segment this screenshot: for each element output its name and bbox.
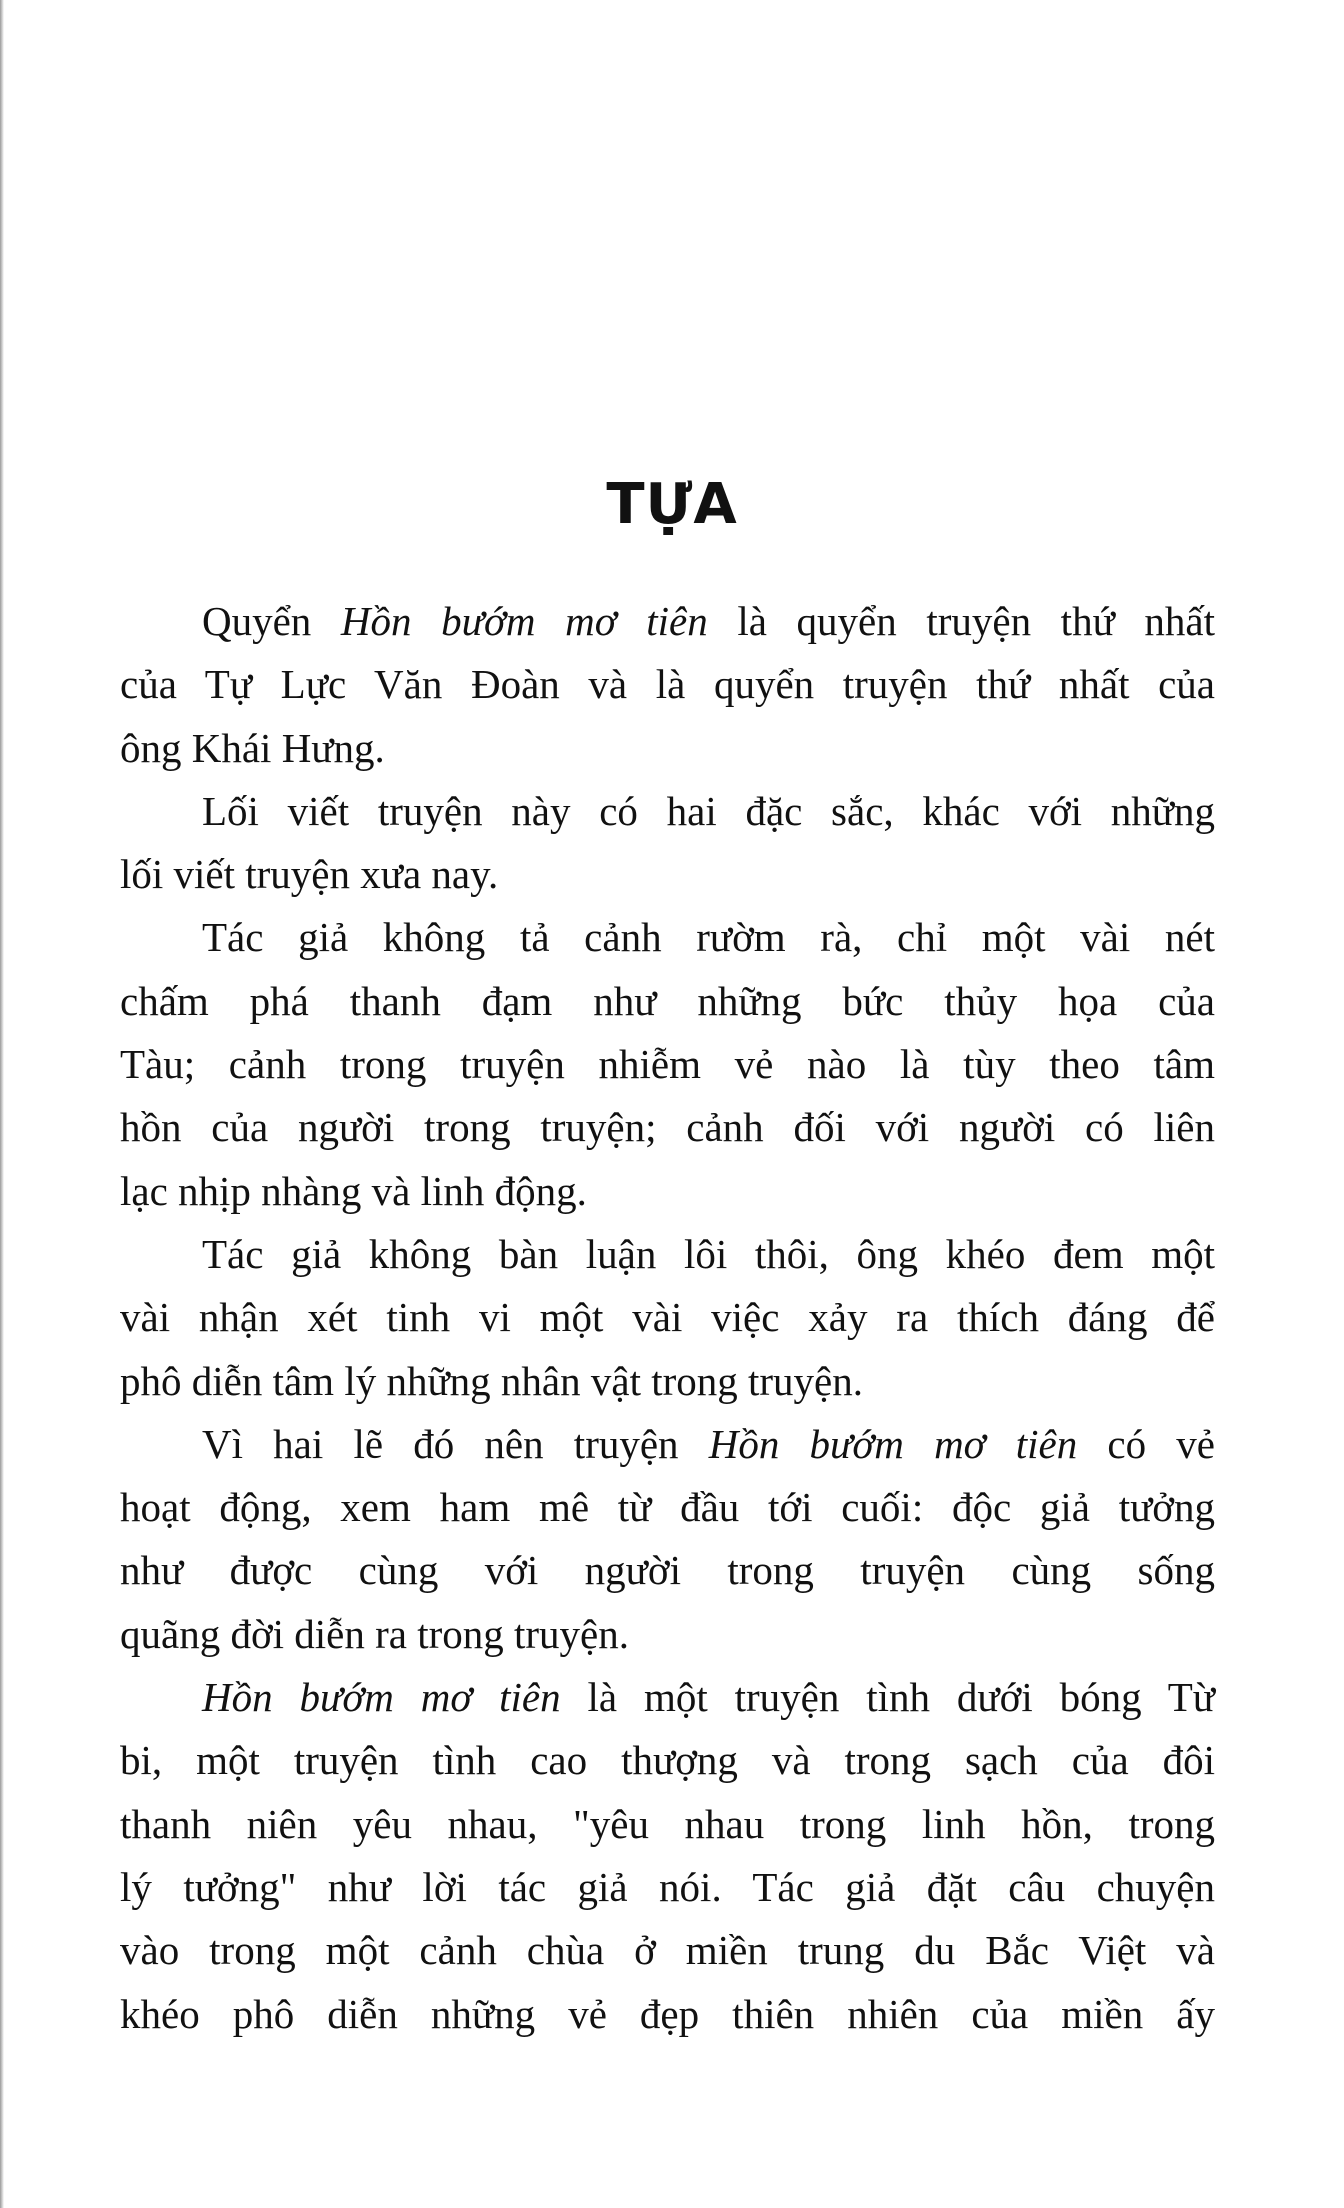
book-title-italic: Hồn bướm mơ tiên [340,598,708,644]
text-segment: quãng đời diễn ra trong truyện. [120,1610,629,1657]
book-title-italic: Hồn bướm mơ tiên [202,1674,561,1721]
text-line [120,1413,1215,1476]
text-segment: thanh niên yêu nhau, "yêu nhau trong linh hồn, trong [120,1800,1215,1847]
text-segment: phô diễn tâm lý những nhân vật trong truyện. [120,1357,864,1404]
text-segment: Vì hai lẽ đó nên truyện [202,1420,709,1467]
text-segment: bi, một truyện tình cao thượng và trong sạch của đôi [120,1737,1215,1784]
text-segment: là một truyện tình dưới bóng Từ [560,1674,1215,1721]
text-line [120,1856,1215,1919]
text-segment: lý tưởng" như lời tác giả nói. Tác giả đặt câu chuyện [120,1863,1215,1910]
page-edge [0,0,4,2208]
text-segment: Tác giả không tả cảnh rườm rà, chỉ một vài nét [202,914,1215,961]
text-segment: Tàu; cảnh trong truyện nhiễm vẻ nào là tùy theo tâm [120,1041,1215,1088]
text-segment: lạc nhịp nhàng và linh động. [120,1167,587,1214]
text-line [120,1919,1215,1982]
text-segment: có vẻ [1077,1420,1215,1467]
text-line [120,1223,1215,1286]
text-segment: hoạt động, xem ham mê từ đầu tới cuối: độc giả tưởng [120,1484,1215,1531]
text-segment: Tác giả không bàn luận lôi thôi, ông khéo đem một [202,1230,1215,1277]
text-line [120,1729,1215,1792]
text-line [120,1666,1215,1729]
text-line [120,1793,1215,1856]
text-segment: như được cùng với người trong truyện cùng sống [120,1547,1215,1594]
text-line [120,1983,1215,2046]
text-segment: lối viết truyện xưa nay. [120,851,499,898]
page-title: TỰA [606,472,738,537]
text-line [120,717,1215,780]
text-line [120,590,1215,653]
text-line [120,1286,1215,1349]
text-segment: ông Khái Hưng. [120,724,385,771]
text-line [120,653,1215,716]
body-text [120,590,1215,2046]
text-line [120,1350,1215,1413]
text-line [120,970,1215,1033]
text-segment: vào trong một cảnh chùa ở miền trung du Bắc Việt và [120,1927,1215,1974]
text-line [120,1096,1215,1159]
text-line [120,843,1215,906]
text-segment: là quyển truyện thứ nhất [707,598,1215,644]
text-line [120,1603,1215,1666]
text-segment: của Tự Lực Văn Đoàn và là quyển truyện thứ nhất của [120,661,1215,708]
text-segment: Quyển [202,598,341,644]
text-line [120,780,1215,843]
text-segment: hồn của người trong truyện; cảnh đối với người có liên [120,1104,1215,1151]
book-title-italic: Hồn bướm mơ tiên [708,1420,1078,1467]
text-line [120,1476,1215,1539]
text-segment: khéo phô diễn những vẻ đẹp thiên nhiên của miền ấy [120,1990,1215,2037]
text-line [120,1033,1215,1096]
text-line [120,906,1215,969]
text-segment: Lối viết truyện này có hai đặc sắc, khác với những [202,787,1215,834]
text-line [120,1539,1215,1602]
text-segment: chấm phá thanh đạm như những bức thủy họa của [120,977,1215,1024]
text-segment: vài nhận xét tinh vi một vài việc xảy ra thích đáng để [120,1294,1215,1341]
text-line [120,1160,1215,1223]
